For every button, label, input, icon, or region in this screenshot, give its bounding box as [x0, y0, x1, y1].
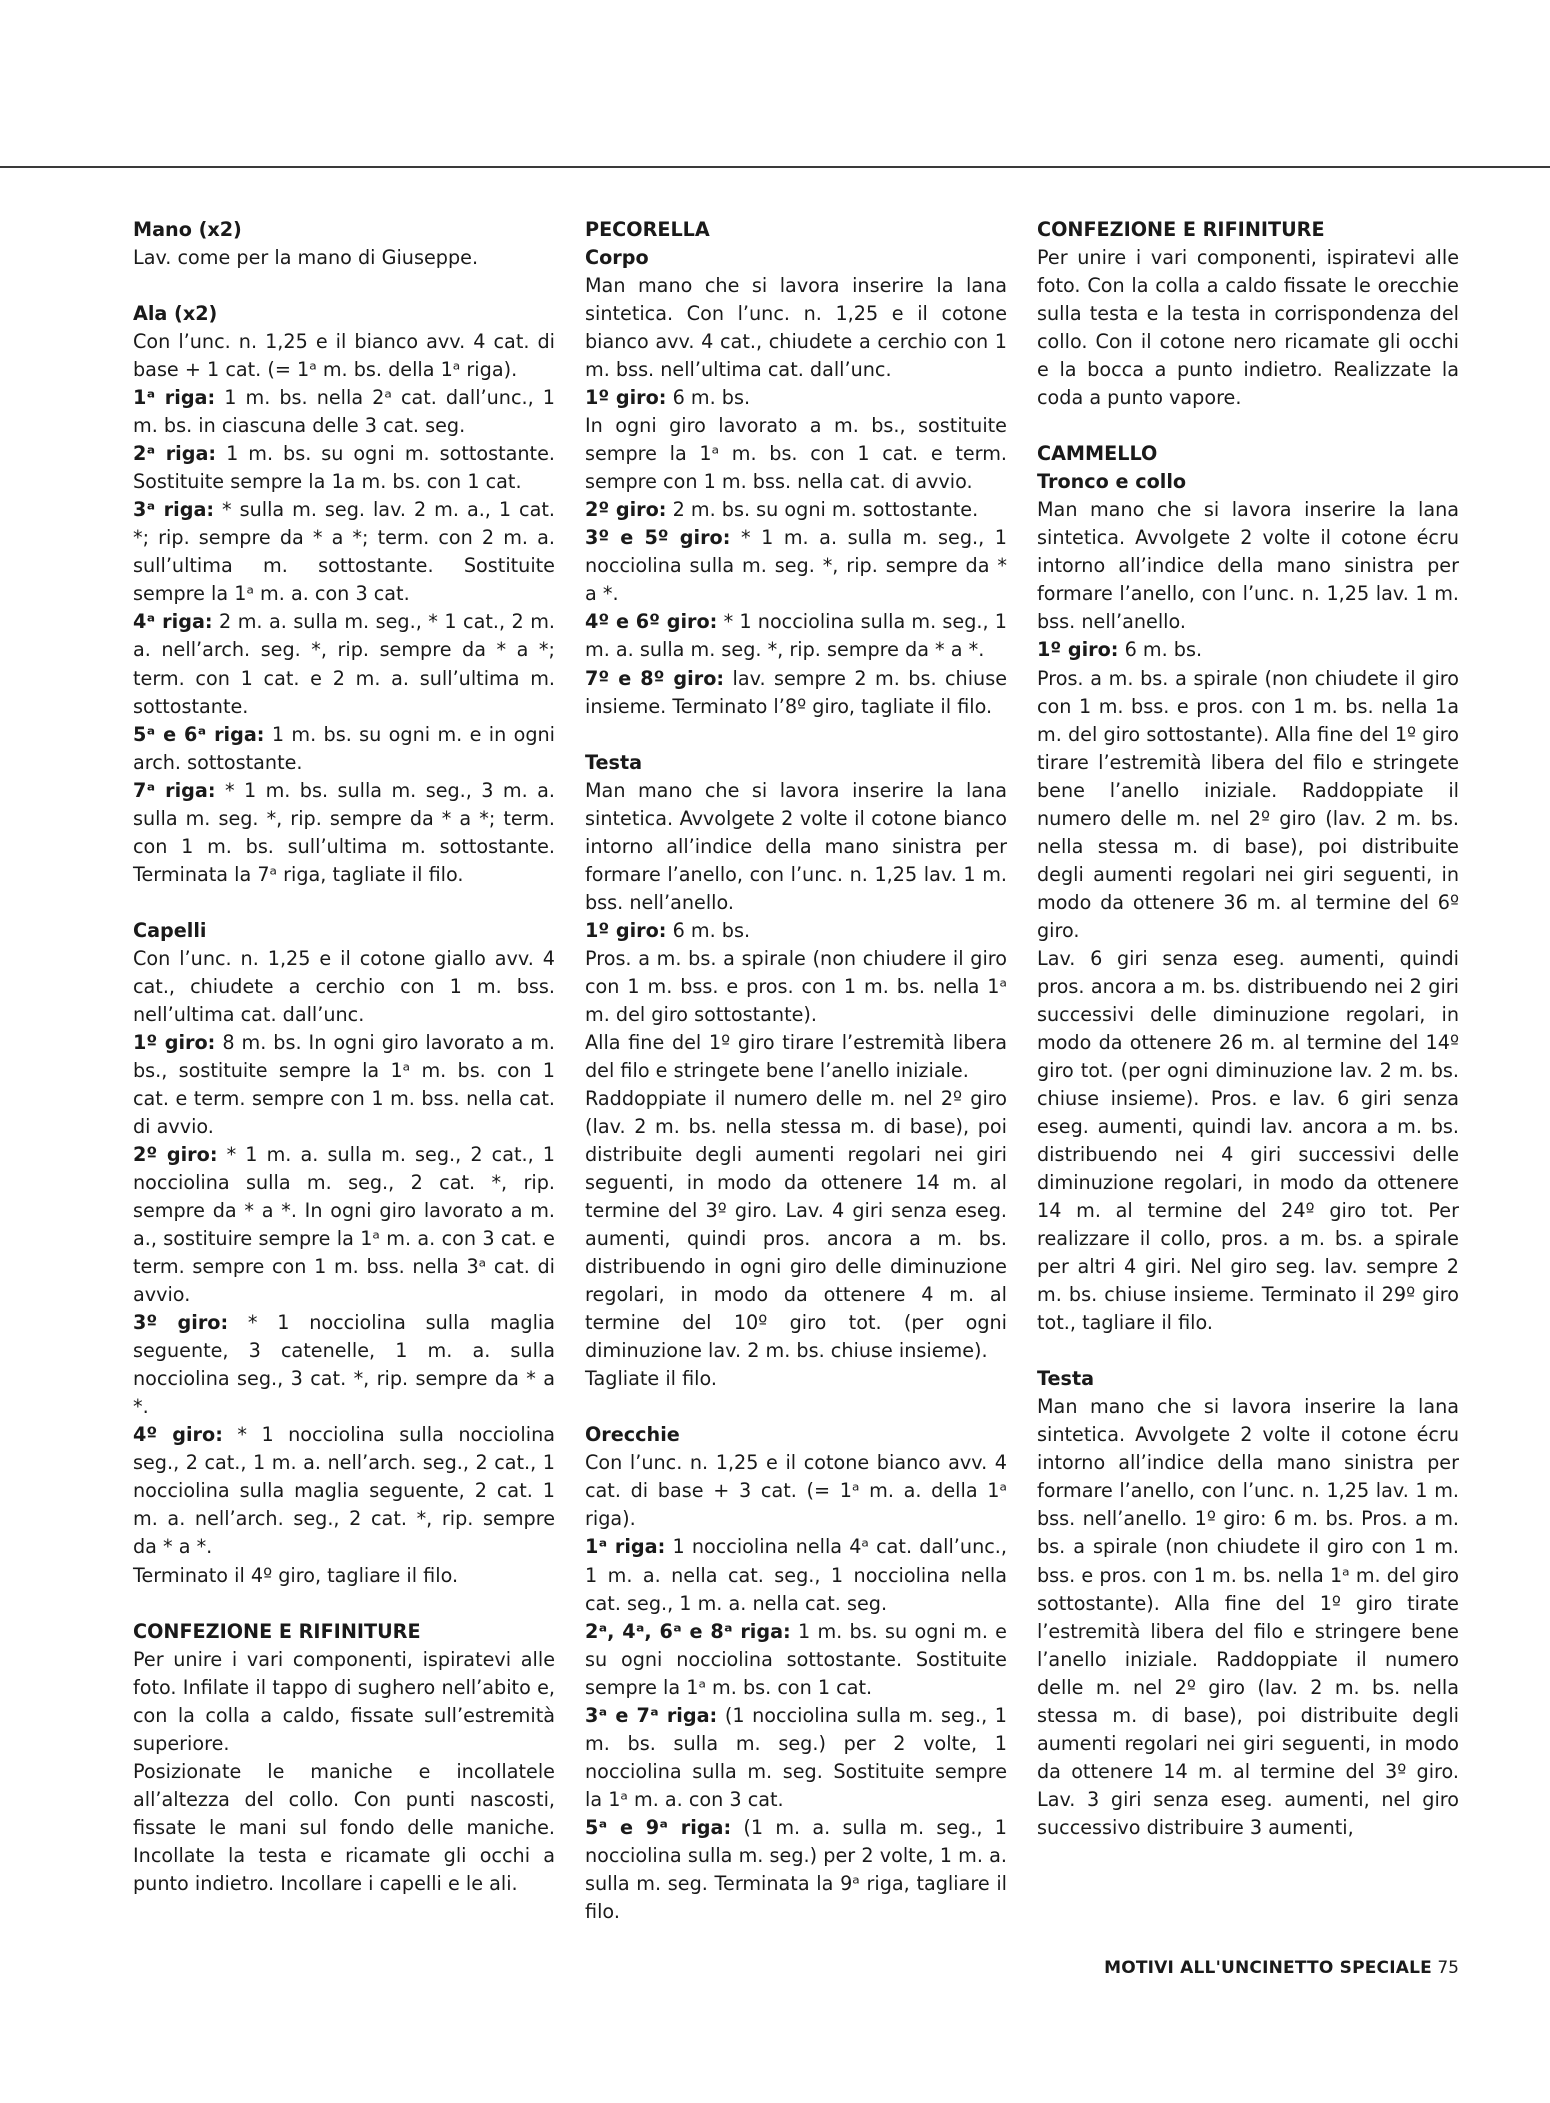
- section-heading: CONFEZIONE E RIFINITURE: [1037, 218, 1325, 241]
- section-heading: Tronco e collo: [1037, 470, 1187, 494]
- step-label: 7º e 8º giro:: [585, 666, 725, 690]
- paragraph: Man mano che si lavora inserire la lana sintetica. Avvolgete 2 volte il cotone écru intorno all’indice della mano sinistra per formare l’anello, con l’unc. n. 1,25 lav. 1 m. bss. nell’anello. 1º giro: 6 m. bs. Pros. a m. bs. a spirale (non chiudete il giro con 1 m. bss. e pros. con 1 m. bs. nella 1ᵃ m. del giro sottostante). Alla fine del 1º giro tirate l’estremità libera del filo e stringere bene l’anello iniziale. Raddoppiate il numero delle m. nel 2º giro (lav. 2 m. bs. nella stessa m. di base), poi distribuite degli aumenti regolari nei giri seguenti, in modo da ottenere 14 m. al termine del 3º giro. Lav. 3 giri senza eseg. aumenti, nel giro successivo distribuire 3 aumenti,: [1037, 1395, 1459, 1839]
- paragraph: [133, 777, 555, 889]
- step-text: 1 m. bs. nella 2ᵃ cat. dall’unc., 1 m. bs. in ciascuna delle 3 cat. seg.: [133, 386, 555, 438]
- step-text: (1 nocciolina sulla m. seg., 1 m. bs. sulla m. seg.) per 2 volte, 1 nocciolina sulla m. seg. Sostituite sempre la 1ᵃ m. a. con 3 cat.: [585, 1703, 1007, 1811]
- step-text: 1 m. bs. su ogni m. sottostante. Sostituite sempre la 1a m. bs. con 1 cat.: [133, 442, 555, 494]
- paragraph: [585, 524, 1007, 608]
- step-text: * 1 m. bs. sulla m. seg., 3 m. a. sulla m. seg. *, rip. sempre da * a *; term. con 1 m. bs. sull’ultima m. sottostante. Terminata la 7ᵃ riga, tagliate il filo.: [133, 778, 555, 886]
- paragraph-spacer: [133, 272, 555, 300]
- paragraph-spacer: [585, 721, 1007, 749]
- paragraph: Tagliate il filo.: [585, 1367, 718, 1391]
- paragraph: [585, 608, 1007, 664]
- paragraph: Lav. come per la mano di Giuseppe.: [133, 246, 479, 270]
- step-text: 1 nocciolina nella 4ᵃ cat. dall’unc., 1 m. a. nella cat. seg., 1 nocciolina nella cat. seg., 1 m. a. nella cat. seg.: [585, 1535, 1007, 1615]
- page-number: 75: [1437, 1958, 1459, 1978]
- step-label: 1ᵃ riga:: [585, 1535, 666, 1559]
- header-rule: [0, 166, 1550, 168]
- section-heading: Mano (x2): [133, 218, 242, 241]
- step-label: 2º giro:: [133, 1143, 218, 1167]
- paragraph: Pros. a m. bs. a spirale (non chiudere il giro con 1 m. bss. e pros. con 1 m. bs. nella 1ᵃ m. del giro sottostante).: [585, 946, 1007, 1026]
- paragraph: Man mano che si lavora inserire la lana sintetica. Con l’unc. n. 1,25 e il cotone bianco avv. 4 cat., chiudete a cerchio con 1 m. bss. nell’ultima cat. dall’unc.: [585, 274, 1007, 382]
- section-heading: Orecchie: [585, 1423, 680, 1447]
- step-text: 2 m. a. sulla m. seg., * 1 cat., 2 m. a. nell’arch. seg. *, rip. sempre da * a *; term. con 1 cat. e 2 m. a. sull’ultima m. sottostante.: [133, 610, 555, 718]
- step-label: 4ᵃ riga:: [133, 610, 213, 634]
- step-text: 6 m. bs.: [666, 386, 751, 410]
- paragraph-spacer: [1037, 412, 1459, 440]
- step-label: 7ᵃ riga:: [133, 778, 216, 802]
- paragraph: Lav. 6 giri senza eseg. aumenti, quindi pros. ancora a m. bs. distribuendo nei 2 giri successivi delle diminuzione regolari, in modo da ottenere 26 m. al termine del 14º giro tot. (per ogni diminuzione lav. 2 m. bs. chiuse insieme). Pros. e lav. 6 giri senza eseg. aumenti, quindi lav. ancora a m. bs. distribuendo nei 4 giri successivi delle diminuzione regolari, in modo da ottenere 14 m. al termine del 24º giro tot. Per realizzare il collo, pros. a m. bs. a spirale per altri 4 giri. Nel giro seg. lav. sempre 2 m. bs. chiuse insieme. Terminato il 29º giro tot., tagliare il filo.: [1037, 946, 1459, 1335]
- section-heading: CAMMELLO: [1037, 442, 1158, 466]
- paragraph: [133, 721, 555, 777]
- text-column-3: [1037, 216, 1459, 1842]
- paragraph: Pros. a m. bs. a spirale (non chiudete il giro con 1 m. bss. e pros. con 1 m. bs. nella 1a m. del giro sottostante). Alla fine del 1º giro tirare l’estremità libera del filo e stringete bene l’anello iniziale. Raddoppiate il numero delle m. nel 2º giro (lav. 2 m. bs. nella stessa m. di base), poi distribuite degli aumenti regolari nei giri seguenti, in modo da ottenere 36 m. al termine del 6º giro.: [1037, 666, 1459, 942]
- step-label: 3º giro:: [133, 1311, 229, 1335]
- section-heading: Corpo: [585, 246, 649, 270]
- paragraph: [585, 496, 1007, 524]
- paragraph-spacer: [585, 1393, 1007, 1421]
- step-text: * sulla m. seg. lav. 2 m. a., 1 cat. *; rip. sempre da * a *; term. con 2 m. a. sull’ultima m. sottostante. Sostituite sempre la 1ᵃ m. a. con 3 cat.: [133, 498, 555, 606]
- section-heading: Testa: [1037, 1367, 1095, 1391]
- step-label: 5ᵃ e 9ᵃ riga:: [585, 1815, 732, 1839]
- step-label: 2ᵃ, 4ᵃ, 6ᵃ e 8ᵃ riga:: [585, 1619, 791, 1643]
- paragraph: Con l’unc. n. 1,25 e il cotone bianco avv. 4 cat. di base + 3 cat. (= 1ᵃ m. a. della 1ᵃ riga).: [585, 1451, 1007, 1531]
- paragraph: Posizionate le maniche e incollatele all’altezza del collo. Con punti nascosti, fissate le mani sul fondo delle maniche. Incollate la testa e ricamate gli occhi a punto indietro. Incollare i capelli e le ali.: [133, 1759, 555, 1895]
- paragraph: [133, 608, 555, 720]
- paragraph: In ogni giro lavorato a m. bs., sostituite sempre la 1ᵃ m. bs. con 1 cat. e term. sempre con 1 m. bss. nella cat. di avvio.: [585, 414, 1007, 494]
- step-label: 1º giro:: [585, 386, 667, 410]
- step-text: (1 m. a. sulla m. seg., 1 nocciolina sulla m. seg.) per 2 volte, 1 m. a. sulla m. seg. Terminata la 9ᵃ riga, tagliare il filo.: [585, 1815, 1007, 1923]
- step-label: 1ᵃ riga:: [133, 386, 216, 410]
- step-text: 6 m. bs.: [666, 918, 751, 942]
- paragraph: [133, 496, 555, 608]
- paragraph: [133, 384, 555, 440]
- step-text: 1 m. bs. su ogni m. e su ogni nocciolina sottostante. Sostituite sempre la 1ᵃ m. bs. con 1 cat.: [585, 1619, 1007, 1699]
- text-column-1: [133, 216, 555, 1898]
- paragraph-spacer: [1037, 1337, 1459, 1365]
- paragraph: [1037, 636, 1459, 664]
- paragraph: Raddoppiate il numero delle m. nel 2º giro (lav. 2 m. bs. nella stessa m. di base), poi distribuite degli aumenti regolari nei giri seguenti, in modo da ottenere 14 m. al termine del 3º giro. Lav. 4 giri senza eseg. aumenti, quindi pros. ancora a m. bs. distribuendo in ogni giro delle diminuzione regolari, in modo da ottenere 4 m. al termine del 10º giro tot. (per ogni diminuzione lav. 2 m. bs. chiuse insieme).: [585, 1086, 1007, 1363]
- paragraph: [133, 440, 555, 496]
- step-text: lav. sempre 2 m. bs. chiuse insieme. Terminato l’8º giro, tagliate il filo.: [585, 666, 1007, 718]
- step-label: 3ᵃ riga:: [133, 498, 215, 522]
- paragraph: [585, 1533, 1007, 1617]
- step-text: 6 m. bs.: [1118, 638, 1203, 662]
- page-footer: [1104, 1957, 1459, 1979]
- step-label: 2º giro:: [585, 498, 667, 522]
- paragraph: [585, 917, 1007, 945]
- paragraph: Alla fine del 1º giro tirare l’estremità libera del filo e stringete bene l’anello iniziale.: [585, 1030, 1007, 1082]
- step-label: 2ᵃ riga:: [133, 442, 217, 466]
- paragraph: [585, 1814, 1007, 1926]
- paragraph: [133, 1421, 555, 1561]
- paragraph: Per unire i vari componenti, ispiratevi alle foto. Infilate il tappo di sughero nell’abito e, con la colla a caldo, fissate sull’estremità superiore.: [133, 1647, 555, 1755]
- step-label: 3º e 5º giro:: [585, 526, 731, 550]
- section-heading: CONFEZIONE E RIFINITURE: [133, 1619, 421, 1643]
- step-text: * 1 m. a. sulla m. seg., 1 nocciolina sulla m. seg. *, rip. sempre da * a *.: [585, 526, 1008, 606]
- paragraph: [585, 384, 1007, 412]
- step-label: 5ᵃ e 6ᵃ riga:: [133, 722, 265, 746]
- step-text: * 1 nocciolina sulla nocciolina seg., 2 cat., 1 m. a. nell’arch. seg., 2 cat., 1 nocciolina sulla maglia seguente, 2 cat. 1 m. a. nell’arch. seg., 2 cat. *, rip. sempre da * a *.: [133, 1423, 555, 1559]
- paragraph: Con l’unc. n. 1,25 e il bianco avv. 4 cat. di base + 1 cat. (= 1ᵃ m. bs. della 1ᵃ riga).: [133, 330, 555, 382]
- paragraph: [133, 1029, 555, 1141]
- step-text: * 1 nocciolina sulla m. seg., 1 m. a. sulla m. seg. *, rip. sempre da * a *.: [585, 610, 1008, 662]
- section-heading: PECORELLA: [585, 218, 710, 241]
- footer-title: MOTIVI ALL'UNCINETTO SPECIALE: [1104, 1958, 1432, 1978]
- paragraph: Man mano che si lavora inserire la lana sintetica. Avvolgete 2 volte il cotone bianco intorno all’indice della mano sinistra per formare l’anello, con l’unc. n. 1,25 lav. 1 m. bss. nell’anello.: [585, 778, 1007, 914]
- step-label: 1º giro:: [585, 918, 667, 942]
- section-heading: Testa: [585, 750, 643, 774]
- step-text: * 1 nocciolina sulla maglia seguente, 3 catenelle, 1 m. a. sulla nocciolina seg., 3 cat. *, rip. sempre da * a *.: [133, 1311, 555, 1419]
- step-label: 4º giro:: [133, 1423, 223, 1447]
- step-text: 2 m. bs. su ogni m. sottostante.: [666, 498, 979, 522]
- paragraph-spacer: [133, 1590, 555, 1618]
- step-label: 1º giro:: [1037, 638, 1119, 662]
- paragraph: Per unire i vari componenti, ispiratevi alle foto. Con la colla a caldo fissate le orecchie sulla testa e la testa in corrispondenza del collo. Con il cotone nero ricamate gli occhi e la bocca a punto indietro. Realizzate la coda a punto vapore.: [1037, 246, 1459, 410]
- paragraph: [585, 1702, 1007, 1814]
- paragraph-spacer: [133, 889, 555, 917]
- step-label: 3ᵃ e 7ᵃ riga:: [585, 1703, 718, 1727]
- paragraph: [585, 1618, 1007, 1702]
- section-heading: Ala (x2): [133, 302, 218, 326]
- paragraph: [585, 665, 1007, 721]
- step-text: 1 m. bs. su ogni m. e in ogni arch. sottostante.: [133, 722, 556, 774]
- text-column-2: [585, 216, 1007, 1926]
- step-label: 1º giro:: [133, 1030, 216, 1054]
- paragraph: [133, 1141, 555, 1309]
- paragraph: Man mano che si lavora inserire la lana sintetica. Avvolgete 2 volte il cotone écru intorno all’indice della mano sinistra per formare l’anello, con l’unc. n. 1,25 lav. 1 m. bss. nell’anello.: [1037, 498, 1459, 634]
- paragraph: Con l’unc. n. 1,25 e il cotone giallo avv. 4 cat., chiudete a cerchio con 1 m. bss. nell’ultima cat. dall’unc.: [133, 946, 555, 1026]
- paragraph: [133, 1309, 555, 1421]
- step-text: 8 m. bs. In ogni giro lavorato a m. bs., sostituite sempre la 1ᵃ m. bs. con 1 cat. e term. sempre con 1 m. bss. nella cat. di avvio.: [133, 1030, 555, 1138]
- paragraph: Terminato il 4º giro, tagliare il filo.: [133, 1563, 459, 1587]
- section-heading: Capelli: [133, 918, 207, 942]
- step-label: 4º e 6º giro:: [585, 610, 718, 634]
- step-text: * 1 m. a. sulla m. seg., 2 cat., 1 nocciolina sulla m. seg., 2 cat. *, rip. sempre da * a *. In ogni giro lavorato a m. a., sostituire sempre la 1ᵃ m. a. con 3 cat. e term. sempre con 1 m. bss. nella 3ᵃ cat. di avvio.: [133, 1143, 556, 1307]
